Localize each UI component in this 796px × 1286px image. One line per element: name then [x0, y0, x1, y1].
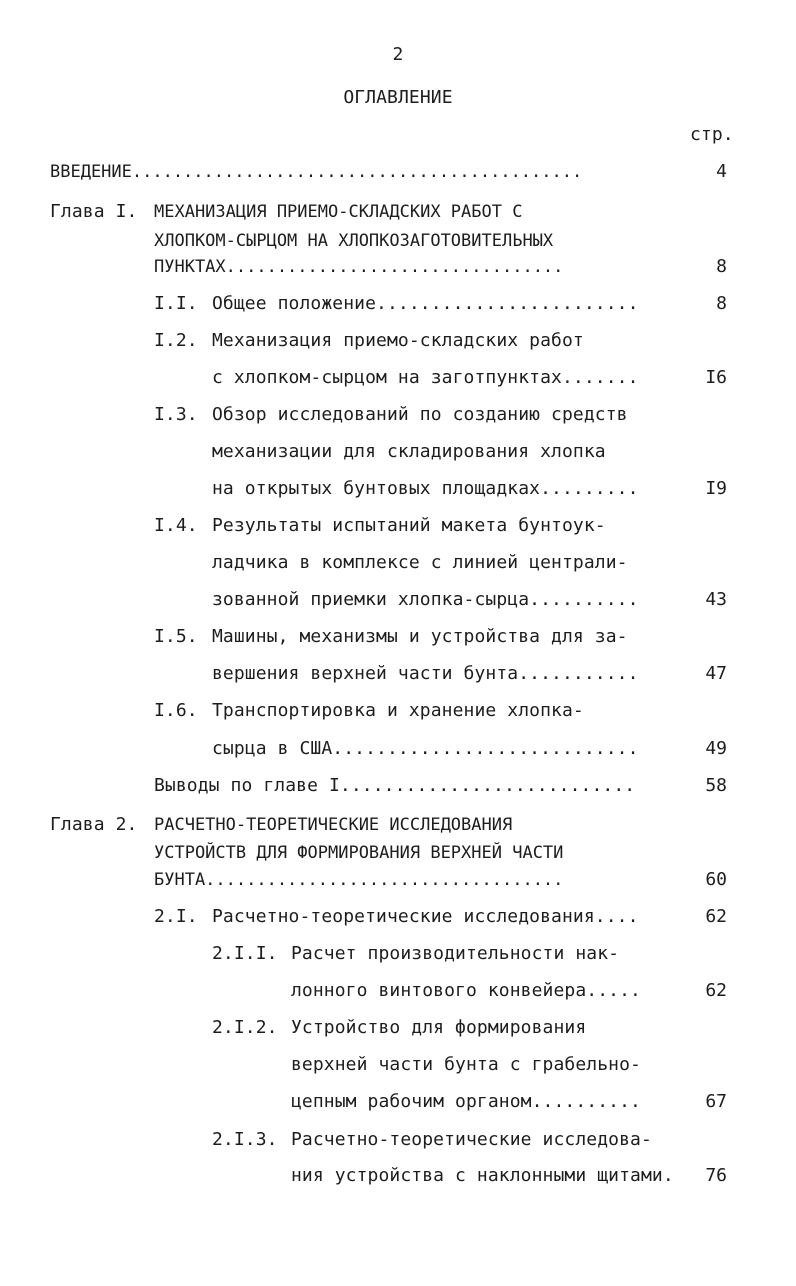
section-1-1-prefix: I.I. — [154, 293, 198, 314]
page-column-label: стр. — [690, 124, 734, 145]
section-2-1-1-prefix: 2.I.I. — [212, 943, 278, 964]
section-1-5-prefix: I.5. — [154, 626, 198, 647]
toc-introduction: ВВЕДЕНИЕ............................................ — [50, 162, 583, 182]
section-1-6-prefix: I.6. — [154, 700, 198, 721]
chapter-1-title-line-3: ПУНКТАХ................................. — [154, 257, 564, 277]
section-2-1-3-title-line-1: Расчетно-теоретические исследова- — [291, 1129, 652, 1150]
section-1-3-prefix: I.3. — [154, 404, 198, 425]
chapter-2-prefix: Глава 2. — [50, 814, 138, 835]
toc-page-1-1: 8 — [716, 293, 727, 314]
toc-page-1-5: 47 — [705, 663, 727, 684]
section-2-1-2-title-line-2: верхней части бунта с грабельно- — [291, 1054, 641, 1075]
chapter-2-title-line-3: БУНТА................................... — [154, 870, 564, 890]
chapter-1-title-line-2: ХЛОПКОМ-СЫРЦОМ НА ХЛОПКОЗАГОТОВИТЕЛЬНЫХ — [154, 231, 554, 251]
toc-page-2-1-3: 76 — [705, 1165, 727, 1186]
toc-page-ch2: 60 — [705, 869, 727, 890]
section-1-4-prefix: I.4. — [154, 515, 198, 536]
section-1-6-title-line-1: Транспортировка и хранение хлопка- — [212, 700, 584, 721]
toc-page-2-1-2: 67 — [705, 1091, 727, 1112]
section-1-1-title: Общее положение........................ — [212, 293, 639, 314]
section-2-1-2-prefix: 2.I.2. — [212, 1017, 278, 1038]
toc-page-1-6: 49 — [705, 738, 727, 759]
chapter-2-title-line-1: РАСЧЕТНО-ТЕОРЕТИЧЕСКИЕ ИССЛЕДОВАНИЯ — [154, 815, 513, 835]
toc-page-ch1: 8 — [716, 256, 727, 277]
section-1-3-title-line-1: Обзор исследований по созданию средств — [212, 404, 628, 425]
toc-page-2-1-1: 62 — [705, 980, 727, 1001]
section-1-4-title-line-2: ладчика в комплексе с линией централи- — [212, 552, 628, 573]
section-2-1-1-title-line-2: лонного винтового конвейера..... — [291, 980, 641, 1001]
section-1-5-title-line-1: Машины, механизмы и устройства для за- — [212, 626, 628, 647]
section-1-3-title-line-2: механизации для складирования хлопка — [212, 441, 606, 462]
toc-page-intro: 4 — [716, 161, 727, 182]
chapter-1-prefix: Глава I. — [50, 201, 138, 222]
chapter-2-title-line-2: УСТРОЙСТВ ДЛЯ ФОРМИРОВАНИЯ ВЕРХНЕЙ ЧАСТИ — [154, 843, 564, 863]
section-1-4-title-line-1: Результаты испытаний макета бунтоук- — [212, 515, 606, 536]
toc-title: ОГЛАВЛЕНИЕ — [343, 87, 453, 108]
section-2-1-3-prefix: 2.I.3. — [212, 1129, 278, 1150]
chapter-1-title-line-1: МЕХАНИЗАЦИЯ ПРИЕМО-СКЛАДСКИХ РАБОТ С — [154, 202, 523, 222]
section-2-1-title: Расчетно-теоретические исследования.... — [212, 906, 639, 927]
chapter-1-conclusions: Выводы по главе I........................... — [154, 775, 636, 796]
section-1-3-title-line-3: на открытых бунтовых площадках......... — [212, 478, 639, 499]
section-2-1-2-title-line-3: цепным рабочим органом.......... — [291, 1091, 641, 1112]
section-2-1-prefix: 2.I. — [154, 906, 198, 927]
toc-page-1-4: 43 — [705, 589, 727, 610]
page-number: 2 — [392, 44, 404, 65]
section-1-5-title-line-2: вершения верхней части бунта........... — [212, 663, 639, 684]
section-1-6-title-line-2: сырца в США............................ — [212, 738, 639, 759]
toc-page-1-3: I9 — [705, 478, 727, 499]
section-2-1-3-title-line-2: ния устройства с наклонными щитами. — [291, 1165, 674, 1186]
section-1-2-prefix: I.2. — [154, 330, 198, 351]
section-2-1-1-title-line-1: Расчет производительности нак- — [291, 943, 620, 964]
toc-page-conclusions: 58 — [705, 775, 727, 796]
section-2-1-2-title-line-1: Устройство для формирования — [291, 1017, 587, 1038]
section-1-2-title-line-1: Механизация приемо-складских работ — [212, 330, 584, 351]
toc-page-2-1: 62 — [705, 906, 727, 927]
section-1-2-title-line-2: с хлопком-сырцом на заготпунктах....... — [212, 367, 639, 388]
toc-page-1-2: I6 — [705, 367, 727, 388]
section-1-4-title-line-3: зованной приемки хлопка-сырца.......... — [212, 589, 639, 610]
